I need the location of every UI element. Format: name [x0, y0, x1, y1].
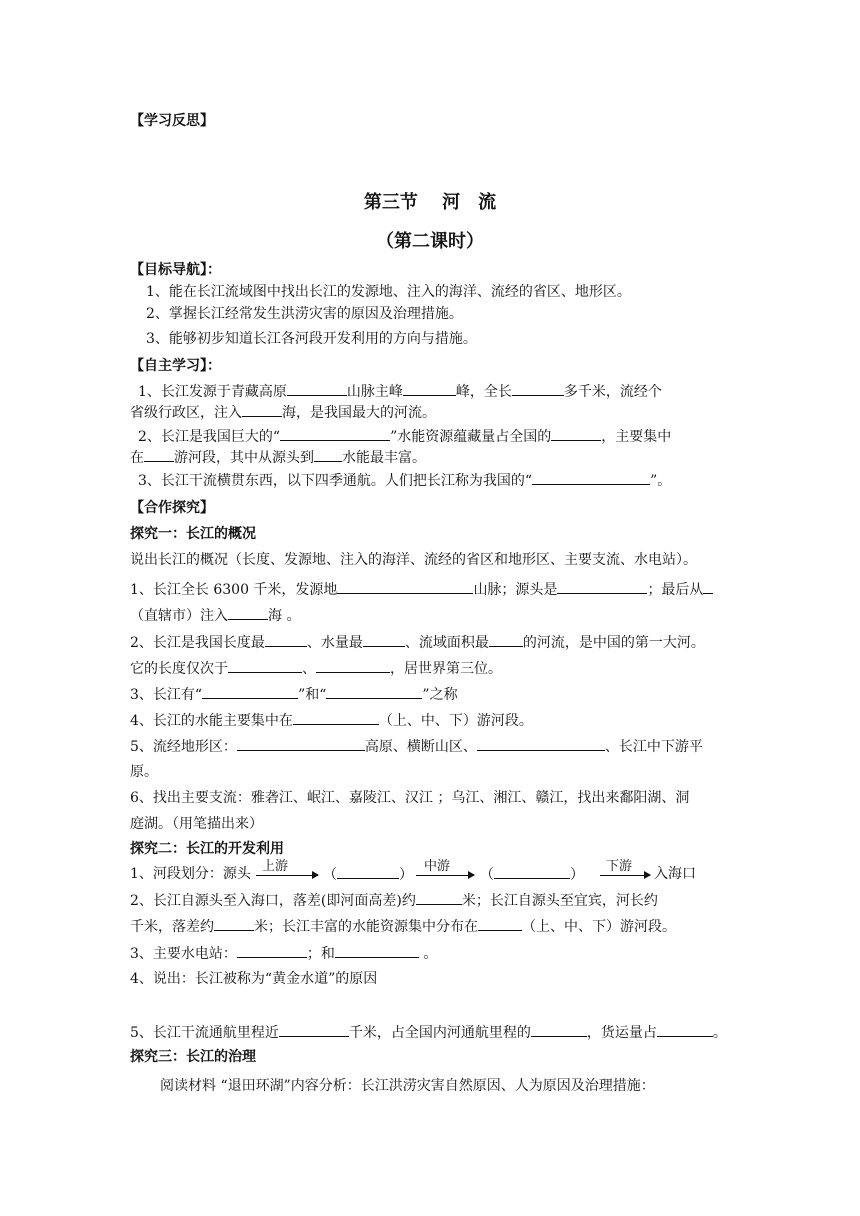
answer-blank[interactable]: [228, 605, 268, 620]
answer-blank[interactable]: [337, 864, 399, 879]
answer-blank[interactable]: [363, 632, 405, 647]
explore-1-q6-line2: 庭湖。（用笔描出来）: [130, 816, 263, 832]
answer-blank[interactable]: [242, 402, 282, 417]
answer-blank[interactable]: [494, 864, 570, 879]
lower-reach-label: 下游: [606, 859, 633, 874]
answer-blank[interactable]: [280, 426, 390, 441]
segment-blank-2: （ ）: [480, 864, 584, 885]
explore-2-q4: 4、说出：长江被称为“黄金水道”的原因: [130, 971, 378, 987]
reflection-heading: 【学习反思】: [130, 113, 214, 129]
explore-1-q5-line1: 5、流经地形区： 高原、横断山区、 、长江中下游平: [130, 736, 703, 757]
explore-3-text: 阅读材料 “退田环湖”内容分析：长江洪涝灾害自然原因、人为原因及治理措施：: [160, 1078, 655, 1094]
explore-1-q2-line2: 它的长度仅次于 、 ，居世界第三位。: [130, 658, 502, 679]
goal-item-2: 2、掌握长江经常发生洪涝灾害的原因及治理措施。: [146, 306, 463, 322]
explore-2-q5: 5、长江干流通航里程近 千米，占全国内河通航里程的 ，货运量占 。: [130, 1022, 727, 1043]
answer-blank[interactable]: [532, 470, 650, 485]
explore-1-heading: 探究一：长江的概况: [130, 526, 256, 542]
explore-2-q2-line1: 2、长江自源头至入海口，落差(即河面高差)约 米；长江自源头至宜宾，河长约: [130, 890, 658, 911]
answer-blank[interactable]: [337, 579, 473, 594]
explore-2-q1-label: 1、河段划分：源头: [130, 866, 251, 882]
answer-blank[interactable]: [314, 447, 342, 462]
explore-2-heading: 探究二：长江的开发利用: [130, 841, 284, 857]
self-study-q3: 3、长江干流横贯东西，以下四季通航。人们把长江称为我国的“ ”。: [138, 470, 671, 491]
page-subtitle: （第二课时）: [376, 231, 484, 252]
answer-blank[interactable]: [202, 684, 298, 699]
explore-1-q5-line2: 原。: [130, 764, 158, 780]
answer-blank[interactable]: [557, 579, 647, 594]
answer-blank[interactable]: [279, 1022, 349, 1037]
answer-blank[interactable]: [478, 916, 522, 931]
explore-1-q6-line1: 6、找出主要支流：雅砻江、岷江、嘉陵江、汉江 ；乌江、湘江、赣江，找出来鄱阳湖、洞: [130, 790, 690, 806]
answer-blank[interactable]: [416, 890, 462, 905]
answer-blank[interactable]: [477, 736, 605, 751]
explore-3-heading: 探究三：长江的治理: [130, 1049, 256, 1065]
answer-blank[interactable]: [531, 1022, 587, 1037]
answer-blank[interactable]: [403, 381, 456, 396]
answer-blank[interactable]: [489, 632, 523, 647]
upper-reach-label: 上游: [262, 859, 289, 874]
answer-blank[interactable]: [657, 1022, 713, 1037]
answer-blank[interactable]: [144, 447, 174, 462]
explore-1-q2-line1: 2、长江是我国长度最 、水量最 、流域面积最 的河流，是中国的第一大河。: [130, 632, 705, 653]
answer-blank[interactable]: [214, 916, 254, 931]
answer-blank[interactable]: [512, 381, 564, 396]
answer-blank[interactable]: [326, 684, 422, 699]
explore-1-q3: 3、长江有“ ”和“ ”之称: [130, 684, 458, 705]
explore-1-q1-line1: 1、长江全长 6300 千米，发源地 山脉；源头是 ；最后从: [130, 579, 713, 600]
arrow-icon: [416, 875, 474, 876]
answer-blank[interactable]: [703, 579, 713, 594]
answer-blank[interactable]: [335, 943, 419, 958]
answer-blank[interactable]: [293, 710, 379, 725]
segment-blank-1: （ ）: [323, 864, 413, 885]
self-study-q1-line2: 省级行政区，注入 海，是我国最大的河流。: [130, 402, 436, 423]
goals-heading: 【目标导航】：: [130, 262, 221, 278]
coop-heading: 【合作探究】: [130, 500, 214, 516]
page-title: 第三节 河 流: [363, 192, 497, 213]
explore-1-q1-line2: （直辖市）注入 海 。: [130, 605, 300, 626]
middle-reach-label: 中游: [424, 859, 451, 874]
explore-1-q4: 4、长江的水能主要集中在 （上、中、下）游河段。: [130, 710, 533, 731]
answer-blank[interactable]: [551, 426, 601, 441]
explore-1-intro: 说出长江的概况（长度、发源地、注入的海洋、流经的省区和地形区、主要支流、水电站）。: [130, 552, 697, 568]
explore-2-q2-line2: 千米，落差约 米；长江丰富的水能资源集中分布在 （上、中、下）游河段。: [130, 916, 676, 937]
river-mouth-label: 入海口: [654, 866, 696, 882]
answer-blank[interactable]: [228, 658, 302, 673]
self-study-q2-line1: 2、长江是我国巨大的“ ”水能资源蕴藏量占全国的 ，主要集中: [138, 426, 671, 447]
self-study-q2-line2: 在 游河段，其中从源头到 水能最丰富。: [130, 447, 426, 468]
answer-blank[interactable]: [316, 658, 390, 673]
goal-item-3: 3、能够初步知道长江各河段开发利用的方向与措施。: [146, 331, 477, 347]
answer-blank[interactable]: [287, 381, 347, 396]
arrow-icon: [600, 875, 650, 876]
arrow-icon: [256, 875, 318, 876]
answer-blank[interactable]: [237, 943, 307, 958]
self-study-heading: 【自主学习】：: [130, 358, 221, 374]
answer-blank[interactable]: [237, 736, 365, 751]
self-study-q1-line1: 1、长江发源于青藏高原 山脉主峰 峰，全长 多千米，流经个: [138, 381, 662, 402]
goal-item-1: 1、能在长江流域图中找出长江的发源地、注入的海洋、流经的省区、地形区。: [146, 284, 631, 300]
explore-2-q3: 3、主要水电站： ；和 。: [130, 943, 437, 964]
answer-blank[interactable]: [265, 632, 307, 647]
